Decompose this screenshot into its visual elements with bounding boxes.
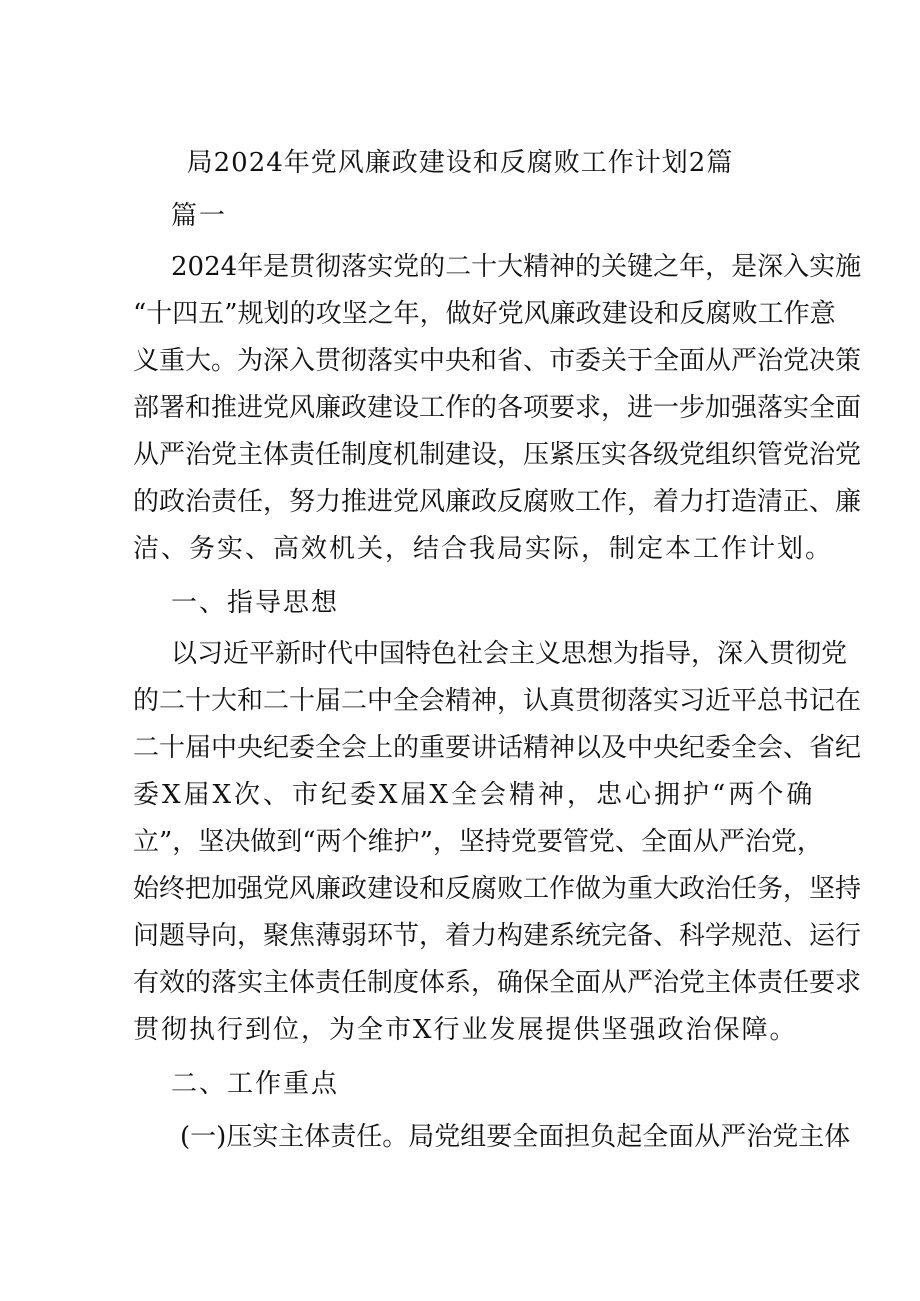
- paragraph-line: 贯彻执行到位，为全市X行业发展提供坚强政治保障。: [133, 1015, 798, 1045]
- paragraph-line: 2024年是贯彻落实党的二十大精神的关键之年，是深入实施: [171, 252, 862, 282]
- paragraph-line: 问题导向，聚焦薄弱环节，着力构建系统完备、科学规范、运行: [133, 921, 862, 951]
- paragraph-line: 以习近平新时代中国特色社会主义思想为指导，深入贯彻党: [171, 639, 848, 669]
- paragraph-line: 部署和推进党风廉政建设工作的各项要求，进一步加强落实全面: [133, 393, 862, 423]
- paragraph-line: 有效的落实主体责任制度体系，确保全面从严治党主体责任要求: [133, 968, 862, 998]
- paragraph-line: 的政治责任，努力推进党风廉政反腐败工作，着力打造清正、廉: [133, 487, 862, 517]
- paragraph-line: “十四五”规划的攻坚之年，做好党风廉政建设和反腐败工作意: [133, 299, 836, 329]
- paragraph-line: 委X届X次、市纪委X届X全会精神，忠心拥护“两个确: [133, 780, 816, 810]
- document-title: 局2024年党风廉政建设和反腐败工作计划2篇: [186, 148, 734, 178]
- paragraph-line: 的二十大和二十届二中全会精神，认真贯彻落实习近平总书记在: [133, 686, 862, 716]
- paragraph-line: (一)压实主体责任。局党组要全面担负起全面从严治党主体: [180, 1122, 851, 1152]
- paragraph-line: 立”，坚决做到“两个维护”，坚持党要管党、全面从严治党，: [133, 827, 823, 857]
- paragraph-line: 二十届中央纪委全会上的重要讲话精神以及中央纪委全会、省纪: [133, 733, 862, 763]
- paragraph-line: 从严治党主体责任制度机制建设，压紧压实各级党组织管党治党: [133, 440, 862, 470]
- section-heading-guiding-thought: 一、指导思想: [171, 588, 340, 618]
- paragraph-line: 洁、务实、高效机关，结合我局实际，制定本工作计划。: [133, 534, 834, 564]
- paragraph-line: 始终把加强党风廉政建设和反腐败工作做为重大政治任务，坚持: [133, 874, 862, 904]
- paragraph-line: 义重大。为深入贯彻落实中央和省、市委关于全面从严治党决策: [133, 346, 862, 376]
- section-label: 篇一: [171, 201, 228, 231]
- section-heading-work-focus: 二、工作重点: [171, 1069, 340, 1099]
